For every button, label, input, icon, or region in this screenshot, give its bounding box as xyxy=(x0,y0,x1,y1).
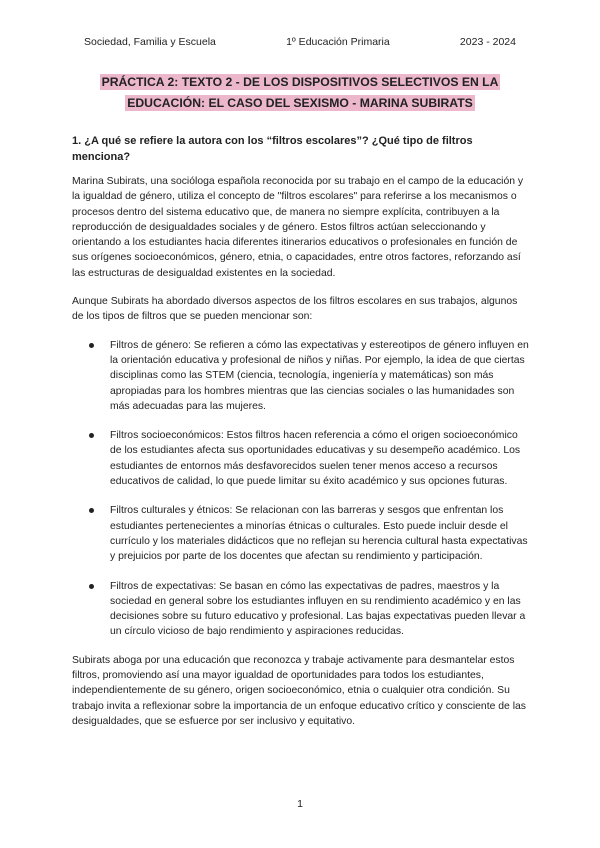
page-header xyxy=(84,36,516,48)
question-heading: 1. ¿A qué se refiere la autora con los “filtros escolares”? ¿Qué tipo de filtros menciona? xyxy=(72,135,473,163)
paragraph-filter-types: Aunque Subirats ha abordado diversos aspectos de los filtros escolares en sus trabajos, algunos de los tipos de filtros que se pueden mencionar son: xyxy=(72,296,518,323)
list-item-gender-filters xyxy=(72,338,530,414)
title-line-1: PRÁCTICA 2: TEXTO 2 - DE LOS DISPOSITIVOS SELECTIVOS EN LA xyxy=(101,75,499,89)
paragraph-conclusion: Subirats aboga por una educación que reconozca y trabaje activamente para desmantelar estos filtros, promoviendo así una mayor igualdad de oportunidades para todos los estudiantes, independientemente de su género, origen socioeconómico, etnia o cualquier otra condición. Su trabajo invita a reflexionar sobre la importancia de un enfoque educativo crítico y consciente de las desigualdades, que se esfuerce por ser inclusivo y equitativo. xyxy=(72,654,526,727)
header-course: Sociedad, Familia y Escuela xyxy=(84,36,216,48)
bullet-icon xyxy=(89,508,94,513)
list-item-text: Filtros culturales y étnicos: Se relacionan con las barreras y sesgos que enfrentan los estudiantes pertenecientes a minorías étnicas o culturales. Esto puede incluir desde el currículo y los materiales didácticos que no reflejan su herencia cultural hasta expectativas y prejuicios por parte de los docentes que afectan su rendimiento y participación. xyxy=(110,505,528,563)
page-number: 1 xyxy=(297,798,303,810)
bullet-icon xyxy=(89,433,94,438)
filter-list xyxy=(72,338,530,640)
document-title xyxy=(72,72,528,114)
title-line-2: EDUCACIÓN: EL CASO DEL SEXISMO - MARINA SUBIRATS xyxy=(127,96,473,110)
list-item-text: Filtros de expectativas: Se basan en cómo las expectativas de padres, maestros y la sociedad en general sobre los estudiantes influyen en su rendimiento académico y en las decisiones sobre su futuro educativo y profesional. Las bajas expectativas pueden llevar a un círculo vicioso de bajo rendimiento y aspiraciones reducidas. xyxy=(110,580,526,638)
list-item-expectation-filters xyxy=(72,579,530,640)
list-item-text: Filtros de género: Se refieren a cómo las expectativas y estereotipos de género influyen en la orientación educativa y profesional de niños y niñas. Por ejemplo, la idea de que ciertas disciplinas como las STEM (ciencia, tecnología, ingeniería y matemáticas) son más apropiadas para los hombres mientras que las ciencias sociales o las humanidades son más adecuadas para las mujeres. xyxy=(110,339,529,412)
list-item-text: Filtros socioeconómicos: Estos filtros hacen referencia a cómo el origen socioeconómico de los estudiantes afecta sus oportunidades educativas y su desempeño académico. Los estudiantes de entornos más desfavorecidos suelen tener menos acceso a recursos educativos de calidad, lo que puede limitar su éxito académico y sus opciones futuras. xyxy=(110,430,521,488)
header-level: 1º Educación Primaria xyxy=(286,36,390,48)
bullet-icon xyxy=(89,343,94,348)
list-item-cultural-filters xyxy=(72,503,530,564)
document-body xyxy=(72,134,530,729)
bullet-icon xyxy=(89,584,94,589)
paragraph-intro: Marina Subirats, una socióloga española reconocida por su trabajo en el campo de la educación y la igualdad de género, utiliza el concepto de "filtros escolares" para referirse a los mecanismos o procesos dentro del sistema educativo que, de manera no siempre explícita, contribuyen a la reproducción de desigualdades sociales y de género. Estos filtros actúan seleccionando y orientando a los estudiantes hacia diferentes itinerarios educativos o profesionales en función de sus orígenes socioeconómicos, género, etnia, o capacidades, entre otros factores, reforzando así las estructuras de desigualdad existentes en la sociedad. xyxy=(72,176,524,279)
list-item-socioeconomic-filters xyxy=(72,428,530,489)
header-year: 2023 - 2024 xyxy=(459,36,516,48)
